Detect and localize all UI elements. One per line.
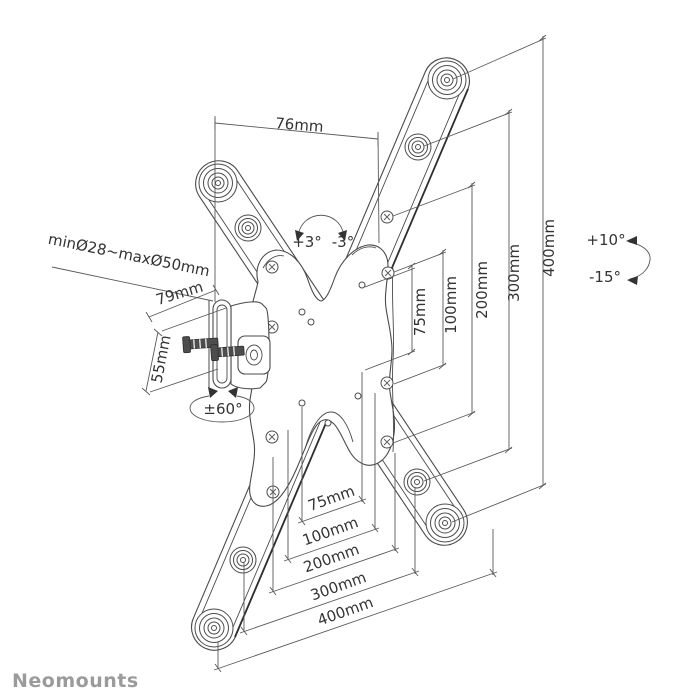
level-angle-indicator [292, 215, 354, 251]
arm-end-hole-left [199, 164, 237, 202]
dim-label-v200: 200mm [473, 261, 491, 319]
dim-label-55mm: 55mm [147, 333, 175, 385]
dim-label-pole-diameter: minØ28~maxØ50mm [46, 229, 212, 281]
pole-clamp [183, 300, 270, 389]
arm-end-hole-right [426, 504, 464, 542]
angle-label-swivel: ±60° [203, 400, 243, 418]
angle-label-tilt-up: +10° [586, 231, 626, 249]
dim-label-h100: 100mm [300, 513, 361, 550]
brand-logo: Neomounts [12, 670, 139, 692]
dim-label-h75: 75mm [305, 481, 358, 515]
dim-label-h200: 200mm [301, 540, 362, 577]
dim-label-76mm: 76mm [274, 114, 325, 136]
dim-label-h400: 400mm [315, 593, 376, 630]
dim-label-v400: 400mm [540, 219, 558, 277]
arm-end-hole-bottom [195, 609, 233, 647]
dim-label-v75: 75mm [411, 287, 429, 337]
angle-label-tilt-down: -15° [589, 268, 621, 286]
arm-end-hole-top [428, 61, 466, 99]
angle-label-level-minus: -3° [331, 233, 355, 251]
dim-label-79mm: 79mm [153, 277, 206, 309]
dim-label-v300: 300mm [505, 244, 523, 302]
dim-label-h300: 300mm [308, 568, 369, 605]
swivel-angle-indicator [190, 387, 254, 422]
angle-label-level-plus: +3° [292, 233, 322, 251]
tilt-angle-indicator [586, 231, 650, 286]
dim-label-v100: 100mm [442, 276, 460, 334]
